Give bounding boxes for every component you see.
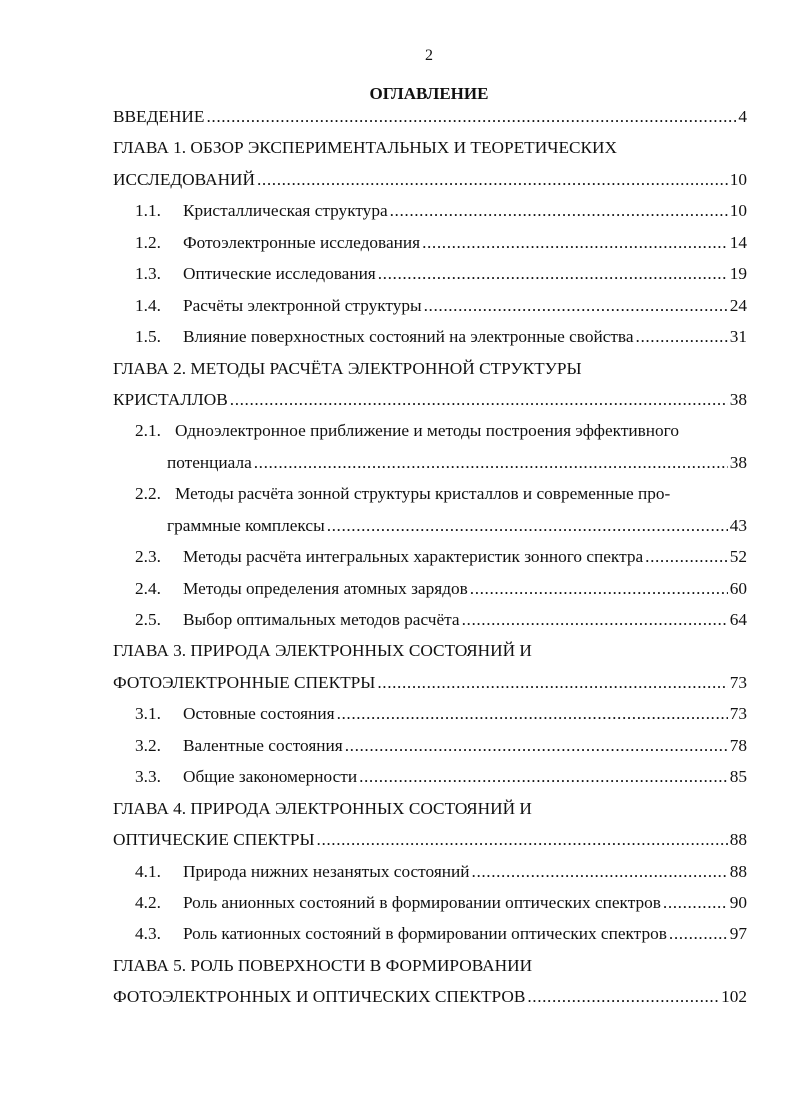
dot-leader	[317, 824, 728, 855]
toc-entry[interactable]	[113, 164, 747, 195]
toc-entry[interactable]	[113, 353, 747, 384]
toc-entry-page: 90	[729, 892, 747, 912]
toc-entry[interactable]	[113, 447, 747, 478]
toc-entry-number: 2.1.	[135, 421, 161, 441]
toc-entry[interactable]	[113, 510, 747, 541]
toc-entry-title: Кристаллическая структура	[183, 201, 388, 221]
toc-entry-title: Методы расчёта интегральных характеристик зонного спектра	[183, 547, 644, 567]
toc-entry-title: Выбор оптимальных методов расчёта	[183, 610, 460, 629]
toc-entry-title: Остовные состояния	[183, 704, 335, 724]
toc-entry-title: Одноэлектронное приближение и методы построения эффективного	[175, 421, 679, 441]
dot-leader	[470, 573, 728, 604]
toc-entry-number: 4.1.	[135, 861, 161, 881]
toc-entry-title: Валентные состояния	[183, 735, 343, 755]
toc-entry-number: 4.3.	[135, 924, 161, 944]
toc-entry-page: 38	[729, 452, 747, 472]
toc-entry-title: Фотоэлектронные исследования	[183, 232, 421, 252]
toc-entry-number: 2.4.	[135, 578, 161, 598]
toc-entry-title: Роль анионных состояний в формировании оптических спектров	[183, 892, 661, 912]
toc-entry-page: 10	[729, 169, 747, 189]
dot-leader	[327, 510, 728, 541]
toc-entry-title: ГЛАВА 1. ОБЗОР ЭКСПЕРИМЕНТАЛЬНЫХ И ТЕОРЕТИЧЕСКИХ	[113, 138, 618, 158]
toc-entry[interactable]	[113, 101, 747, 132]
toc-entry-title: граммные комплексы	[167, 515, 325, 535]
toc-entry-title: КРИСТАЛЛОВ	[113, 389, 228, 409]
toc-entry-title: Расчёты электронной структуры	[183, 295, 422, 315]
toc-entry-number: 3.1.	[135, 704, 161, 724]
toc-entry-number: 1.4.	[135, 295, 161, 315]
toc-entry-page: 85	[729, 767, 747, 787]
toc-entry-number: 2.3.	[135, 547, 161, 567]
toc-entry-title: Природа нижних незанятых состояний	[183, 861, 470, 881]
toc-entry-number: 4.2.	[135, 892, 161, 912]
dot-leader	[636, 321, 728, 352]
toc-entry[interactable]	[113, 290, 747, 321]
toc-entry-page: 97	[729, 924, 747, 944]
toc-entry[interactable]	[113, 761, 747, 792]
toc-entry-title: ГЛАВА 2. МЕТОДЫ РАСЧЁТА ЭЛЕКТРОННОЙ СТРУКТУРЫ	[113, 358, 582, 378]
dot-leader	[669, 918, 728, 949]
dot-leader	[390, 195, 728, 226]
toc-entry[interactable]	[113, 635, 747, 666]
dot-leader	[663, 887, 728, 918]
dot-leader	[422, 227, 728, 258]
toc-entry-title: ФОТОЭЛЕКТРОННЫЕ СПЕКТРЫ	[113, 672, 376, 692]
dot-leader	[257, 164, 728, 195]
dot-leader	[472, 856, 728, 887]
toc-entry-title: Оптические исследования	[183, 264, 376, 284]
toc-entry-page: 4	[738, 107, 747, 126]
toc-entry-page: 19	[729, 264, 747, 284]
dot-leader	[337, 698, 728, 729]
page-number: 2	[425, 47, 433, 64]
toc-title: ОГЛАВЛЕНИЕ	[369, 84, 489, 103]
dot-leader	[345, 730, 728, 761]
toc-entry[interactable]	[113, 384, 747, 415]
toc-entry-page: 78	[729, 735, 747, 755]
toc-entry-title: ВВЕДЕНИЕ	[113, 107, 205, 126]
toc-entry[interactable]	[113, 132, 747, 163]
dot-leader	[206, 101, 736, 132]
toc-entry-number: 1.3.	[135, 264, 161, 284]
toc-entry-title: потенциала	[167, 452, 252, 472]
toc-entry-page: 14	[729, 232, 747, 252]
toc-entry-title: ГЛАВА 5. РОЛЬ ПОВЕРХНОСТИ В ФОРМИРОВАНИИ	[113, 955, 533, 975]
toc-entry-title: ИССЛЕДОВАНИЙ	[113, 169, 256, 189]
toc-entry[interactable]	[113, 541, 747, 572]
toc-entry[interactable]	[113, 887, 747, 918]
toc-entry-title: Влияние поверхностных состояний на электронные свойства	[183, 327, 634, 347]
toc-entry-title: ФОТОЭЛЕКТРОННЫХ И ОПТИЧЕСКИХ СПЕКТРОВ	[113, 987, 526, 1007]
dot-leader	[645, 541, 728, 572]
toc-entry[interactable]	[113, 730, 747, 761]
toc-entry[interactable]	[113, 698, 747, 729]
dot-leader	[424, 290, 728, 321]
toc-entry-title: Методы расчёта зонной структуры кристаллов и современные про-	[175, 484, 671, 504]
toc-entry-page: 10	[729, 201, 747, 221]
toc-entry-number: 3.3.	[135, 767, 161, 787]
toc-entry[interactable]	[113, 227, 747, 258]
dot-leader	[359, 761, 728, 792]
toc-entry-title: Общие закономерности	[183, 767, 358, 787]
toc-entry-number: 1.1.	[135, 201, 161, 221]
toc-entry[interactable]	[113, 856, 747, 887]
toc-entry[interactable]	[113, 604, 747, 635]
dot-leader	[254, 447, 728, 478]
dot-leader	[377, 667, 727, 698]
toc-entry-page: 73	[729, 672, 747, 692]
toc-entry-title: Роль катионных состояний в формировании оптических спектров	[183, 924, 667, 944]
toc-entry-title: ГЛАВА 3. ПРИРОДА ЭЛЕКТРОННЫХ СОСТОЯНИЙ И	[113, 641, 532, 661]
toc-entry-page: 31	[729, 327, 747, 347]
dot-leader	[378, 258, 728, 289]
toc-entry[interactable]	[113, 258, 747, 289]
toc-entry[interactable]	[113, 981, 747, 1012]
toc-entry-page: 52	[729, 547, 747, 567]
toc-entry[interactable]	[113, 321, 747, 352]
toc-entry-page: 43	[729, 515, 747, 535]
toc-entry-title: ГЛАВА 4. ПРИРОДА ЭЛЕКТРОННЫХ СОСТОЯНИЙ И	[113, 798, 532, 818]
toc-entry-page: 64	[729, 610, 747, 629]
toc-entry-number: 2.5.	[135, 610, 161, 629]
toc-entry-page: 60	[729, 578, 747, 598]
toc-entry-page: 38	[729, 389, 747, 409]
toc-entry[interactable]	[113, 478, 747, 509]
toc-entry-page: 102	[721, 987, 747, 1007]
table-of-contents	[113, 101, 747, 1013]
toc-entry[interactable]	[113, 793, 747, 824]
toc-entry-page: 73	[729, 704, 747, 724]
toc-entry-page: 24	[729, 295, 747, 315]
toc-entry[interactable]	[113, 415, 747, 446]
toc-entry[interactable]	[113, 573, 747, 604]
dot-leader	[527, 981, 719, 1012]
toc-entry-number: 3.2.	[135, 735, 161, 755]
dot-leader	[230, 384, 728, 415]
toc-entry-number: 1.5.	[135, 327, 161, 347]
toc-entry[interactable]	[113, 824, 747, 855]
toc-entry-number: 2.2.	[135, 484, 161, 504]
toc-entry[interactable]	[113, 195, 747, 226]
toc-entry[interactable]	[113, 950, 747, 981]
dot-leader	[462, 604, 728, 635]
toc-entry[interactable]	[113, 667, 747, 698]
toc-entry-page: 88	[729, 830, 747, 850]
toc-entry-page: 88	[729, 861, 747, 881]
toc-entry[interactable]	[113, 918, 747, 949]
toc-entry-title: Методы определения атомных зарядов	[183, 578, 468, 598]
toc-entry-title: ОПТИЧЕСКИЕ СПЕКТРЫ	[113, 830, 315, 850]
toc-entry-number: 1.2.	[135, 232, 161, 252]
